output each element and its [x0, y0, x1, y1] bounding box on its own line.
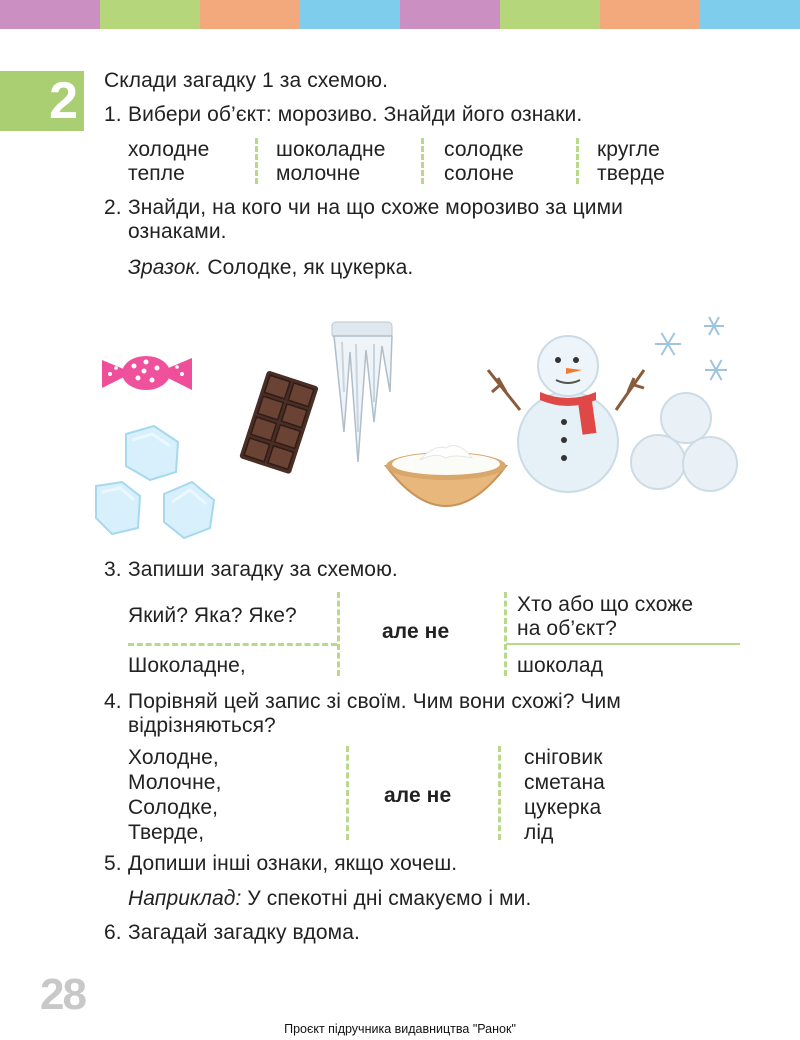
example-text: Солодке, як цукерка.: [207, 256, 414, 279]
stripe: [500, 0, 600, 29]
scheme-answer-right: шоколад: [517, 654, 604, 677]
step4-number: 4.: [104, 690, 122, 713]
word-sweet: солодке: [444, 138, 524, 161]
step3-text: Запиши загадку за схемою.: [128, 558, 398, 581]
task-number-tab: [0, 71, 84, 131]
riddle-left: Тверде,: [128, 821, 205, 844]
word-chocolate: шоколадне: [276, 138, 386, 161]
riddle-divider: [498, 746, 501, 840]
page-number: 28: [40, 970, 85, 1019]
snowman-illustration: [484, 330, 650, 488]
candy-illustration: [102, 350, 192, 394]
step2-line1: Знайди, на кого чи на що схоже морозиво за цими: [128, 196, 624, 219]
scheme-similar-line1: Хто або що схоже: [517, 593, 694, 616]
step6-text: Загадай загадку вдома.: [128, 921, 360, 944]
example-label: Наприклад:: [128, 887, 242, 910]
example-label: Зразок.: [128, 256, 202, 279]
stripe: [400, 0, 500, 29]
word-round: кругле: [597, 138, 660, 161]
word-salty: солоне: [444, 162, 514, 185]
stripe: [0, 0, 100, 29]
task-number: 2: [49, 72, 78, 130]
step4-line2: відрізняються?: [128, 714, 276, 737]
scheme-row-divider: [128, 643, 337, 646]
scheme-divider: [504, 592, 507, 676]
riddle-right: сметана: [524, 771, 605, 794]
step2-number: 2.: [104, 196, 122, 219]
scheme-row-divider: [506, 643, 740, 645]
chocolate-bar-illustration: [238, 372, 318, 472]
riddle-left: Солодке,: [128, 796, 219, 819]
word-warm: тепле: [128, 162, 185, 185]
snowflakes-illustration: [648, 314, 734, 386]
word-divider: [576, 138, 579, 184]
scheme-question: Який? Яка? Яке?: [128, 604, 297, 627]
scheme-divider: [337, 592, 340, 676]
task-heading: Склади загадку 1 за схемою.: [104, 69, 389, 92]
step1-number: 1.: [104, 103, 122, 126]
step6-number: 6.: [104, 921, 122, 944]
word-cold: холодне: [128, 138, 210, 161]
step2-line2: ознаками.: [128, 220, 227, 243]
word-hard: тверде: [597, 162, 665, 185]
publisher-footer: Проєкт підручника видавництва "Ранок": [284, 1022, 516, 1036]
top-color-stripes: [0, 0, 800, 29]
stripe: [700, 0, 800, 29]
riddle-but-not: але не: [384, 784, 452, 807]
step3-number: 3.: [104, 558, 122, 581]
riddle-left: Холодне,: [128, 746, 219, 769]
word-divider: [421, 138, 424, 184]
stripe: [100, 0, 200, 29]
step4-line1: Порівняй цей запис зі своїм. Чим вони схожі? Чим: [128, 690, 621, 713]
stripe: [600, 0, 700, 29]
riddle-right: цукерка: [524, 796, 602, 819]
ice-cubes-illustration: [92, 420, 222, 538]
riddle-right: лід: [524, 821, 554, 844]
scheme-answer-left: Шоколадне,: [128, 654, 246, 677]
scheme-similar-line2: на об’єкт?: [517, 617, 617, 640]
word-divider: [255, 138, 258, 184]
step1-text: Вибери об’єкт: морозиво. Знайди його ознаки.: [128, 103, 583, 126]
snowballs-illustration: [630, 392, 740, 492]
word-milky: молочне: [276, 162, 361, 185]
stripe: [200, 0, 300, 29]
stripe: [300, 0, 400, 29]
step5-number: 5.: [104, 852, 122, 875]
riddle-right: сніговик: [524, 746, 603, 769]
example-text: У спекотні дні смакуємо і ми.: [247, 887, 532, 910]
step2-example: [128, 255, 413, 280]
scheme-but-not: але не: [382, 620, 450, 643]
riddle-divider: [346, 746, 349, 840]
step5-example: [128, 886, 531, 911]
riddle-left: Молочне,: [128, 771, 222, 794]
step5-text: Допиши інші ознаки, якщо хочеш.: [128, 852, 458, 875]
